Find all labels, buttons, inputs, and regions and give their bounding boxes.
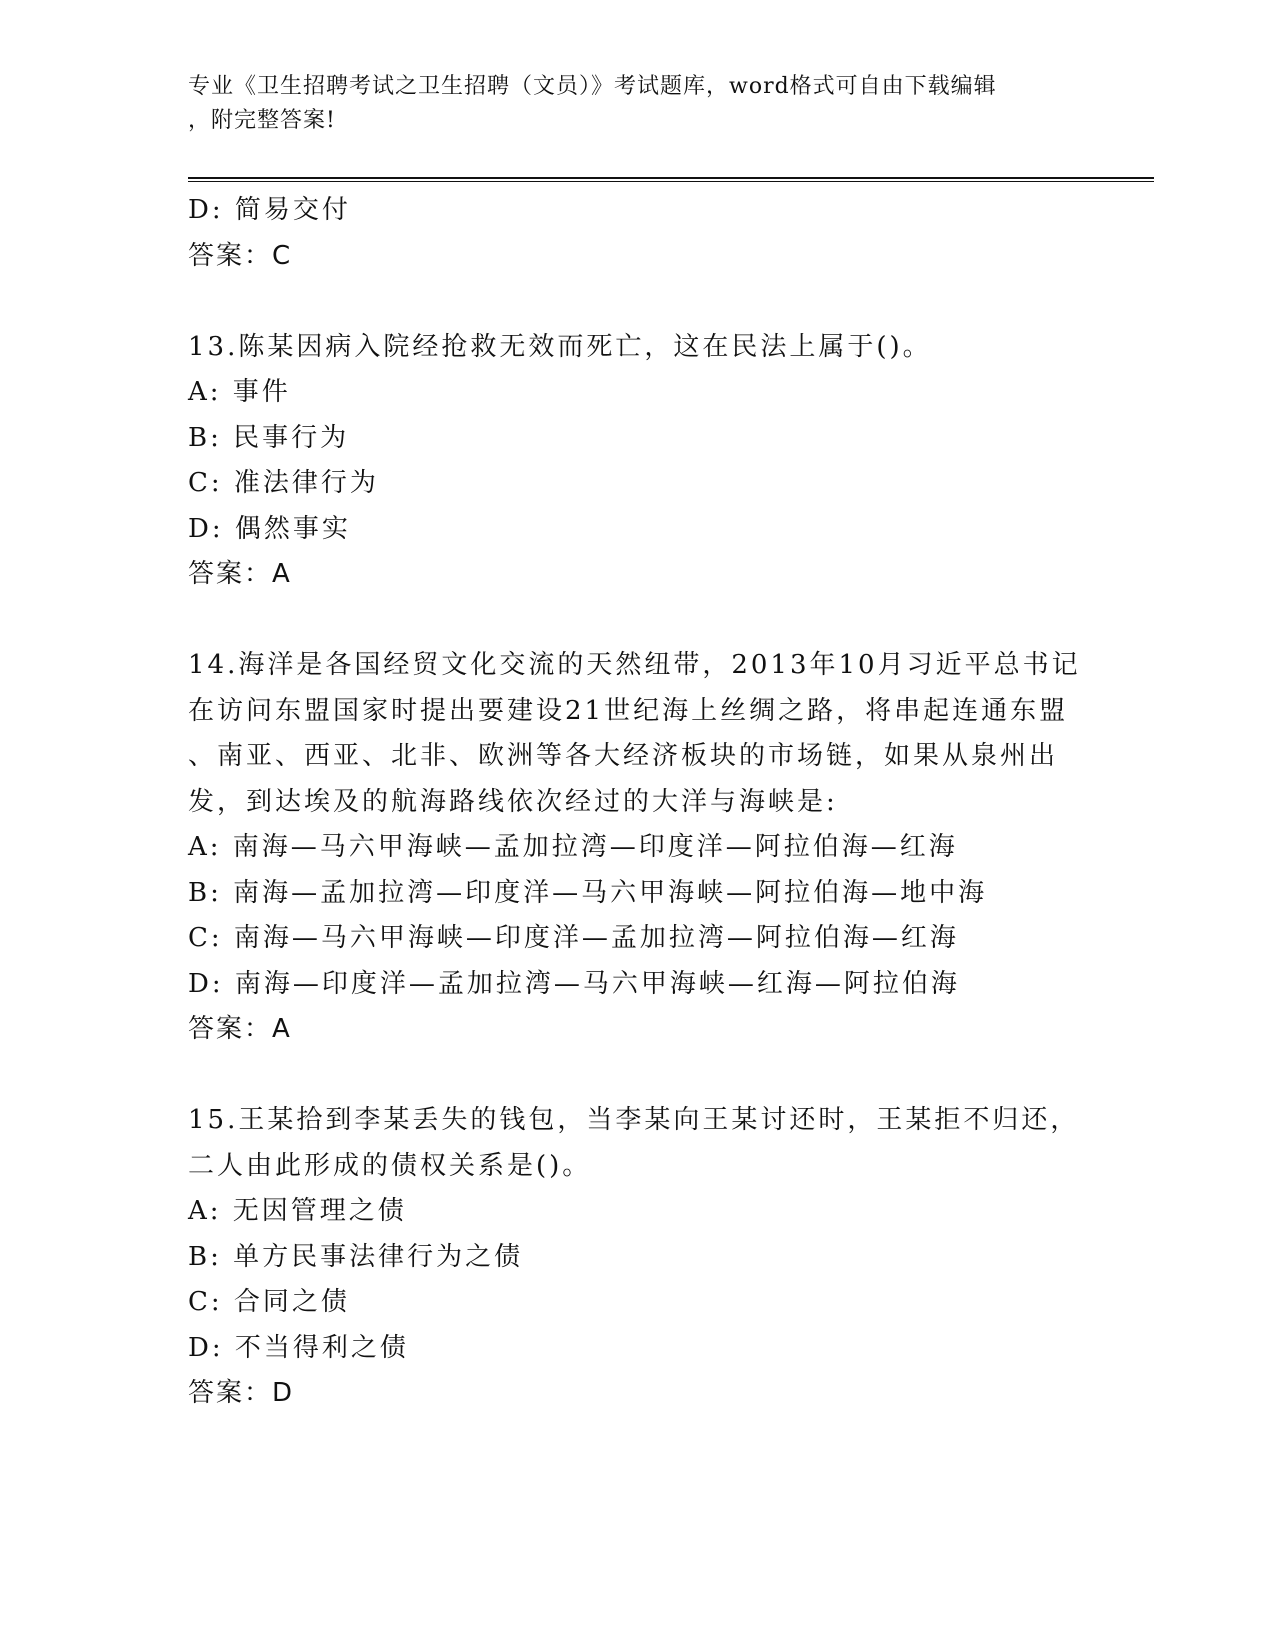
question-13-option-a: A: 事件	[188, 377, 291, 407]
question-15-option-b: B: 单方民事法律行为之债	[188, 1241, 524, 1272]
question-13-option-c: C: 准法律行为	[188, 468, 379, 498]
spacer	[188, 1053, 1088, 1099]
question-14-stem-line-2: 在访问东盟国家时提出要建设21世纪海上丝绸之路，将串起连通东盟	[188, 695, 1069, 726]
question-13-option-d: D: 偶然事实	[188, 513, 351, 544]
question-14-option-b: B: 南海—孟加拉湾—印度洋—马六甲海峡—阿拉伯海—地中海	[188, 877, 988, 908]
question-15-option-d: D: 不当得利之债	[188, 1332, 409, 1363]
document-header	[188, 70, 1088, 138]
header-divider	[188, 177, 1154, 182]
question-13-answer: 答案：A	[188, 559, 292, 589]
question-13	[188, 325, 1088, 598]
question-14-stem-line-4: 发，到达埃及的航海路线依次经过的大洋与海峡是:	[188, 786, 838, 817]
question-14-stem-line-3: 、南亚、西亚、北非、欧洲等各大经济板块的市场链，如果从泉州出	[188, 741, 1059, 771]
prev-option-d: D: 简易交付	[188, 195, 351, 225]
spacer	[188, 279, 1088, 325]
question-15-answer: 答案：D	[188, 1378, 295, 1408]
spacer	[188, 598, 1088, 644]
question-13-stem: 13.陈某因病入院经抢救无效而死亡，这在民法上属于()。	[188, 331, 932, 362]
question-14-stem-line-1: 14.海洋是各国经贸文化交流的天然纽带，2013年10月习近平总书记	[188, 650, 1081, 680]
question-13-option-b: B: 民事行为	[188, 422, 350, 453]
header-title-line-2: ，附完整答案!	[188, 108, 336, 133]
question-15	[188, 1098, 1088, 1417]
question-content	[188, 188, 1088, 1417]
question-15-option-c: C: 合同之债	[188, 1287, 350, 1317]
question-14-option-a: A: 南海—马六甲海峡—孟加拉湾—印度洋—阿拉伯海—红海	[188, 832, 958, 862]
question-14	[188, 643, 1088, 1053]
question-14-answer: 答案：A	[188, 1014, 292, 1044]
header-title-line-1: 专业《卫生招聘考试之卫生招聘（文员）》考试题库，word格式可自由下载编辑	[188, 74, 997, 99]
question-14-option-d: D: 南海—印度洋—孟加拉湾—马六甲海峡—红海—阿拉伯海	[188, 968, 960, 999]
question-15-stem-line-1: 15.王某拾到李某丢失的钱包，当李某向王某讨还时，王某拒不归还，	[188, 1105, 1080, 1135]
question-14-option-c: C: 南海—马六甲海峡—印度洋—孟加拉湾—阿拉伯海—红海	[188, 923, 959, 953]
question-15-option-a: A: 无因管理之债	[188, 1196, 407, 1226]
prev-answer: 答案：C	[188, 240, 293, 271]
question-15-stem-line-2: 二人由此形成的债权关系是()。	[188, 1150, 592, 1181]
